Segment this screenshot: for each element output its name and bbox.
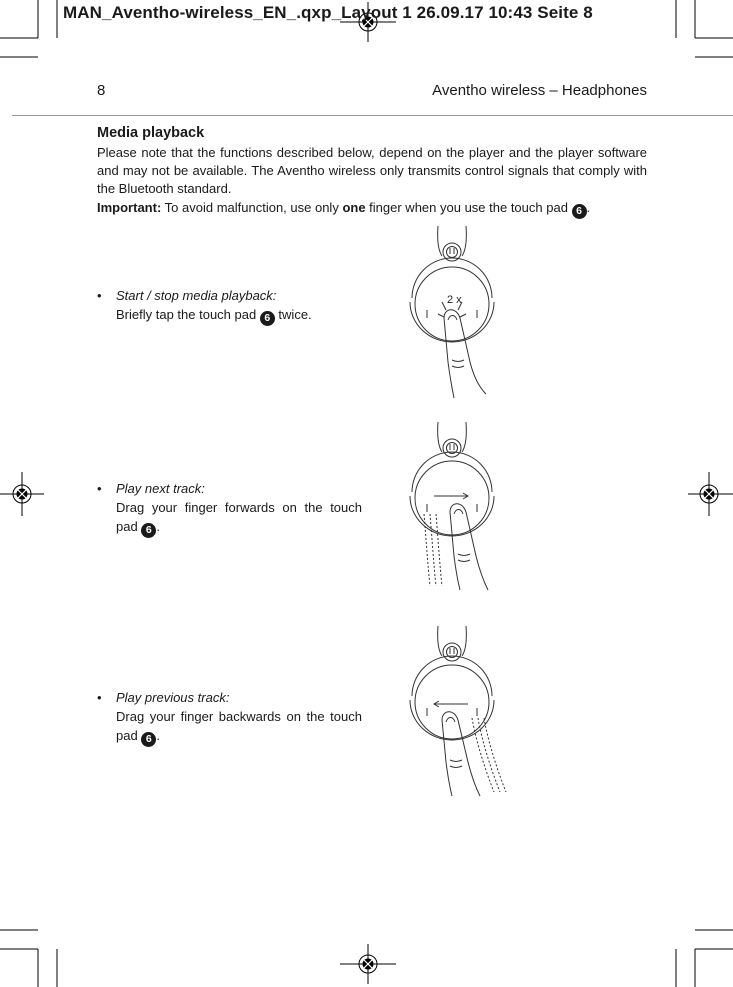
tap-count-label: 2 x bbox=[447, 294, 462, 306]
touch-pad-ref-badge: 6 bbox=[572, 204, 587, 219]
bullet-description bbox=[116, 707, 362, 747]
bullet-next-track bbox=[97, 479, 362, 538]
important-text-2: finger when you use the touch pad bbox=[365, 200, 572, 215]
bullet-desc-text: Drag your finger forwards on the touch pad bbox=[116, 500, 362, 534]
touch-pad-ref-badge: 6 bbox=[141, 732, 156, 747]
bullet-desc-text: Drag your finger backwards on the touch pad bbox=[116, 709, 362, 743]
running-title: Aventho wireless – Headphones bbox=[432, 82, 647, 99]
page-number: 8 bbox=[97, 82, 106, 99]
media-playback-section bbox=[97, 124, 647, 219]
bullet-title: Play previous track: bbox=[116, 690, 230, 705]
bullet-desc-tail: twice. bbox=[274, 307, 312, 322]
bullet-dot: • bbox=[97, 481, 102, 496]
registration-mark-right bbox=[688, 466, 733, 522]
bullet-dot: • bbox=[97, 288, 102, 303]
bullet-description bbox=[116, 498, 362, 538]
swipe-backward-illustration bbox=[400, 622, 510, 798]
bullet-previous-track bbox=[97, 688, 362, 747]
touch-pad-ref-badge: 6 bbox=[260, 311, 275, 326]
swipe-forward-illustration bbox=[400, 418, 505, 592]
bullet-desc-tail: . bbox=[156, 519, 160, 534]
important-label: Important: bbox=[97, 200, 162, 215]
bullet-start-stop bbox=[97, 286, 376, 326]
bullet-title: Start / stop media playback: bbox=[116, 288, 277, 303]
important-note bbox=[97, 199, 647, 219]
section-heading: Media playback bbox=[97, 125, 205, 141]
important-text-1: To avoid malfunction, use only bbox=[161, 200, 343, 215]
bullet-desc-tail: . bbox=[156, 728, 160, 743]
registration-mark-left bbox=[0, 466, 44, 522]
bullet-desc-text: Briefly tap the touch pad bbox=[116, 307, 260, 322]
bullet-description bbox=[116, 305, 376, 326]
bullet-dot: • bbox=[97, 690, 102, 705]
important-emphasis: one bbox=[342, 200, 366, 215]
touch-pad-ref-badge: 6 bbox=[141, 523, 156, 538]
intro-paragraph: Please note that the functions described below, depend on the player and the player software and may not be available. The Aventho wireless only transmits control signals that comply with the Bluetooth standard. bbox=[97, 145, 647, 196]
important-period: . bbox=[586, 200, 591, 215]
registration-mark-bottom bbox=[340, 944, 396, 984]
bullet-title: Play next track: bbox=[116, 481, 205, 496]
double-tap-illustration bbox=[400, 222, 505, 398]
header-rule bbox=[12, 115, 733, 116]
print-slug: MAN_Aventho-wireless_EN_.qxp_Layout 1 26.09.17 10:43 Seite 8 bbox=[63, 3, 593, 22]
